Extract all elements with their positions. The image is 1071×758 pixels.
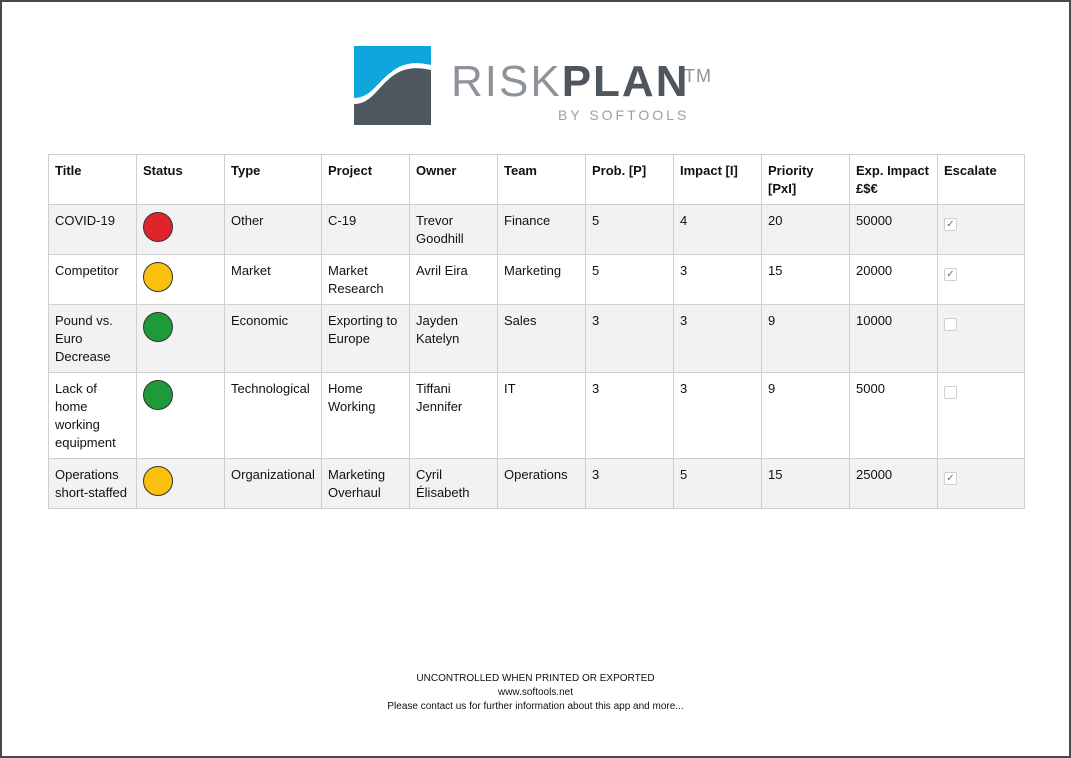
cell-prob: 3 <box>586 459 674 509</box>
table-row <box>49 305 1025 373</box>
cell-team: Marketing <box>498 255 586 305</box>
cell-prob: 5 <box>586 255 674 305</box>
cell-owner: Avril Eira <box>410 255 498 305</box>
header-prob: Prob. [P] <box>586 155 674 205</box>
cell-project: Market Research <box>322 255 410 305</box>
cell-priority: 15 <box>762 255 850 305</box>
cell-priority: 9 <box>762 305 850 373</box>
status-cell <box>137 255 225 305</box>
escalate-checkbox-checked[interactable] <box>944 268 957 281</box>
escalate-cell <box>938 459 1025 509</box>
cell-prob: 3 <box>586 373 674 459</box>
status-cell <box>137 459 225 509</box>
cell-type: Market <box>225 255 322 305</box>
status-indicator-amber <box>143 262 173 292</box>
cell-title: COVID-19 <box>49 205 137 255</box>
header-type: Type <box>225 155 322 205</box>
header-escalate: Escalate <box>938 155 1025 205</box>
status-cell <box>137 205 225 255</box>
riskplan-logo <box>354 46 724 126</box>
header-status: Status <box>137 155 225 205</box>
cell-type: Organizational <box>225 459 322 509</box>
cell-owner: Trevor Goodhill <box>410 205 498 255</box>
cell-team: Finance <box>498 205 586 255</box>
footer-disclaimer: UNCONTROLLED WHEN PRINTED OR EXPORTED <box>416 673 655 684</box>
cell-exp-impact: 20000 <box>850 255 938 305</box>
status-indicator-red <box>143 212 173 242</box>
cell-priority: 15 <box>762 459 850 509</box>
checkmark-icon: ✓ <box>946 269 955 280</box>
logo-byline: BY SOFTOOLS <box>558 107 690 123</box>
status-cell <box>137 305 225 373</box>
escalate-checkbox-checked[interactable] <box>944 472 957 485</box>
cell-impact: 3 <box>674 373 762 459</box>
cell-impact: 4 <box>674 205 762 255</box>
footer-contact: Please contact us for further information about this app and more... <box>387 701 684 712</box>
status-indicator-green <box>143 380 173 410</box>
escalate-cell <box>938 373 1025 459</box>
cell-impact: 3 <box>674 255 762 305</box>
table-header-row <box>49 155 1025 205</box>
header-exp-impact: Exp. Impact £$€ <box>850 155 938 205</box>
footer-website[interactable]: www.softools.net <box>497 687 574 698</box>
cell-title: Operations short-staffed <box>49 459 137 509</box>
cell-project: Home Working <box>322 373 410 459</box>
risk-table <box>48 154 1025 509</box>
cell-owner: Jayden Katelyn <box>410 305 498 373</box>
cell-title: Competitor <box>49 255 137 305</box>
cell-impact: 5 <box>674 459 762 509</box>
cell-project: Marketing Overhaul <box>322 459 410 509</box>
cell-team: Sales <box>498 305 586 373</box>
header-impact: Impact [I] <box>674 155 762 205</box>
cell-exp-impact: 25000 <box>850 459 938 509</box>
checkmark-icon: ✓ <box>946 219 955 230</box>
cell-project: Exporting to Europe <box>322 305 410 373</box>
checkmark-icon: ✓ <box>946 473 955 484</box>
cell-exp-impact: 50000 <box>850 205 938 255</box>
cell-type: Technological <box>225 373 322 459</box>
escalate-checkbox-unchecked[interactable] <box>944 386 957 399</box>
cell-prob: 3 <box>586 305 674 373</box>
table-row <box>49 255 1025 305</box>
cell-title: Pound vs. Euro Decrease <box>49 305 137 373</box>
cell-prob: 5 <box>586 205 674 255</box>
logo-wordmark <box>451 57 690 106</box>
cell-priority: 9 <box>762 373 850 459</box>
escalate-cell <box>938 255 1025 305</box>
cell-exp-impact: 5000 <box>850 373 938 459</box>
cell-owner: Cyril Élisabeth <box>410 459 498 509</box>
logo-trademark: TM <box>684 66 712 86</box>
status-indicator-amber <box>143 466 173 496</box>
footer <box>2 672 1069 714</box>
header-title: Title <box>49 155 137 205</box>
escalate-cell <box>938 205 1025 255</box>
escalate-cell <box>938 305 1025 373</box>
cell-team: IT <box>498 373 586 459</box>
riskplan-logo-mark <box>354 46 431 125</box>
cell-type: Economic <box>225 305 322 373</box>
table-row <box>49 205 1025 255</box>
cell-team: Operations <box>498 459 586 509</box>
cell-impact: 3 <box>674 305 762 373</box>
header-team: Team <box>498 155 586 205</box>
logo-word-risk: RISK <box>451 57 562 106</box>
table-row <box>49 459 1025 509</box>
table-row <box>49 373 1025 459</box>
cell-priority: 20 <box>762 205 850 255</box>
header-project: Project <box>322 155 410 205</box>
escalate-checkbox-checked[interactable] <box>944 218 957 231</box>
header-priority: Priority [PxI] <box>762 155 850 205</box>
cell-project: C-19 <box>322 205 410 255</box>
cell-title: Lack of home working equipment <box>49 373 137 459</box>
cell-owner: Tiffani Jennifer <box>410 373 498 459</box>
logo-word-plan: PLAN <box>561 57 690 106</box>
status-cell <box>137 373 225 459</box>
cell-exp-impact: 10000 <box>850 305 938 373</box>
status-indicator-green <box>143 312 173 342</box>
header-owner: Owner <box>410 155 498 205</box>
risk-table-body <box>49 205 1025 509</box>
cell-type: Other <box>225 205 322 255</box>
escalate-checkbox-unchecked[interactable] <box>944 318 957 331</box>
